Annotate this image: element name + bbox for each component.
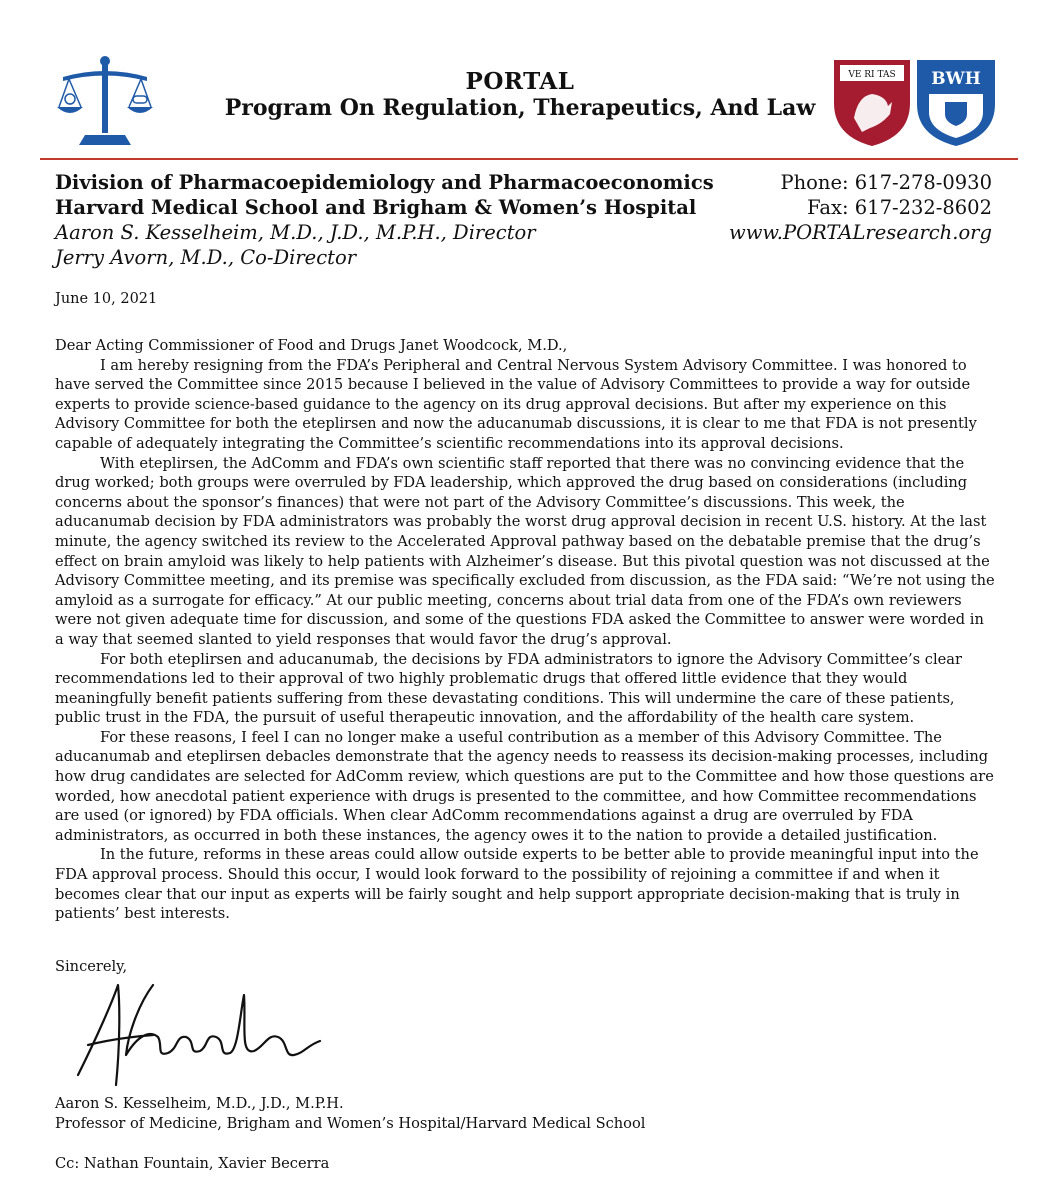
crest-text: VE RI TAS: [848, 70, 896, 80]
paragraph: I am hereby resigning from the FDA’s Peripheral and Central Nervous System Advisory Committee. I was honored to have served the Committee since 2015 because I believed in the value of Advisory Committees to provide a way for outside experts to provide science-based guidance to the agency on its drug approval decisions. But after my experience on this Advisory Committee for both the eteplirsen and now the aducanumab discussions, it is clear to me that FDA is not presently capable of adequately integrating the Committee’s scientific recommendations into its approval decisions.: [55, 356, 977, 452]
signer-block: [55, 1094, 645, 1134]
signer-name: Aaron S. Kesselheim, M.D., J.D., M.P.H.: [55, 1095, 344, 1112]
organization-title: [170, 68, 870, 122]
division-name: Division of Pharmacoepidemiology and Pharmacoeconomics: [55, 171, 714, 194]
scales-of-justice-logo: [55, 55, 155, 150]
paragraph: For both eteplirsen and aducanumab, the decisions by FDA administrators to ignore the Advisory Committee’s clear recommendations led to their approval of two highly problematic drugs that offered little evidence that they would meaningfully benefit patients suffering from these devastating conditions. This will undermine the care of these patients, public trust in the FDA, the pursuit of useful therapeutic innovation, and the affordability of the health care system.: [55, 650, 962, 727]
website-link[interactable]: www.PORTALresearch.org: [729, 221, 992, 244]
org-full-name: Program On Regulation, Therapeutics, And Law: [224, 95, 816, 121]
phone-number: Phone: 617-278-0930: [780, 171, 992, 194]
harvard-crest-logo: [832, 58, 912, 148]
cc-line: Cc: Nathan Fountain, Xavier Becerra: [55, 1155, 330, 1172]
letter-body: [55, 336, 995, 924]
header-rule: [40, 158, 1018, 160]
org-short-name: PORTAL: [465, 68, 575, 95]
institution-name: Harvard Medical School and Brigham & Women’s Hospital: [55, 196, 697, 219]
director-name: Aaron S. Kesselheim, M.D., J.D., M.P.H., Director: [55, 221, 536, 244]
fax-number: Fax: 617-232-8602: [807, 196, 992, 219]
letter-date: June 10, 2021: [55, 291, 158, 307]
closing: Sincerely,: [55, 958, 128, 975]
signer-title: Professor of Medicine, Brigham and Women’s Hospital/Harvard Medical School: [55, 1115, 646, 1132]
handwritten-signature: [58, 975, 328, 1095]
paragraph: With eteplirsen, the AdComm and FDA’s own scientific staff reported that there was no convincing evidence that the drug worked; both groups were overruled by FDA leadership, which approved the drug based on considerations (including concerns about the sponsor’s finances) that were not part of the Advisory Committee’s discussions. This week, the aducanumab decision by FDA administrators was probably the worst drug approval decision in recent U.S. history. At the last minute, the agency switched its review to the Accelerated Approval pathway based on the debatable premise that the drug’s effect on brain amyloid was likely to help patients with Alzheimer’s disease. But this pivotal question was not discussed at the Advisory Committee meeting, and its premise was specifically excluded from discussion, as the FDA said: “We’re not using the amyloid as a surrogate for efficacy.” At our public meeting, concerns about trial data from one of the FDA’s own reviewers were not given adequate time for discussion, and some of the questions FDA asked the Committee to answer were worded in a way that seemed slanted to yield responses that would favor the drug’s approval.: [55, 454, 995, 648]
paragraph: In the future, reforms in these areas could allow outside experts to be better able to provide meaningful input into the FDA approval process. Should this occur, I would look forward to the possibility of rejoining a committee if and when it becomes clear that our input as experts will be fairly sought and help support appropriate decision-making that is truly in patients’ best interests.: [55, 846, 979, 923]
paragraph: For these reasons, I feel I can no longer make a useful contribution as a member of this Advisory Committee. The aducanumab and eteplirsen debacles demonstrate that the agency needs to reassess its decision-making processes, including how drug candidates are selected for AdComm review, which questions are put to the Committee and how those questions are worded, how anecdotal patient experience with drugs is presented to the committee, and how Committee recommendations are used (or ignored) by FDA officials. When clear AdComm recommendations against a drug are overruled by FDA administrators, as occurred in both these instances, the agency owes it to the nation to provide a detailed justification.: [55, 728, 994, 844]
bwh-text: BWH: [931, 69, 981, 89]
salutation: Dear Acting Commissioner of Food and Drugs Janet Woodcock, M.D.,: [55, 337, 568, 354]
codirector-name: Jerry Avorn, M.D., Co-Director: [55, 246, 357, 269]
contact-block: [672, 170, 992, 245]
bwh-logo: [915, 58, 997, 148]
division-block: [55, 170, 755, 270]
